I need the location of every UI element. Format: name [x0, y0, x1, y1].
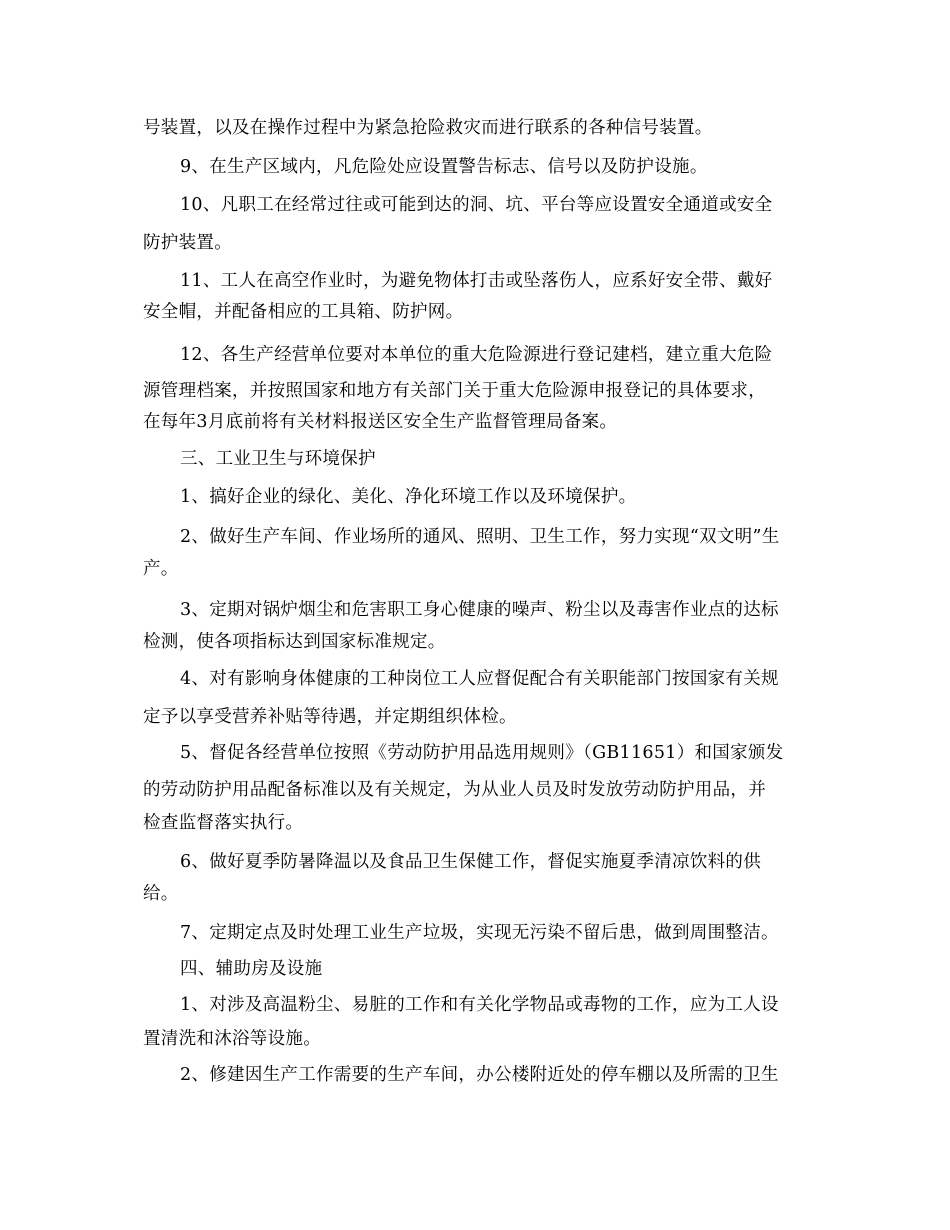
text-line: 给。 [143, 884, 179, 904]
text-line: 9、在生产区域内，凡危险处应设置警告标志、信号以及防护设施。 [180, 157, 708, 177]
text-line: 检测，使各项指标达到国家标准规定。 [143, 632, 446, 652]
text-line: 11、工人在高空作业时，为避免物体打击或坠落伤人，应系好安全带、戴好 [180, 271, 773, 291]
section-heading: 三、工业卫生与环境保护 [180, 449, 376, 469]
text-line: 1、搞好企业的绿化、美化、净化环境工作以及环境保护。 [180, 487, 637, 507]
text-line: 12、各生产经营单位要对本单位的重大危险源进行登记建档，建立重大危险 [180, 345, 773, 365]
text-line: 号装置，以及在操作过程中为紧急抢险救灾而进行联系的各种信号装置。 [143, 118, 713, 138]
text-line: 7、定期定点及时处理工业生产垃圾，实现无污染不留后患，做到周围整洁。 [180, 923, 779, 943]
text-line: 3、定期对锅炉烟尘和危害职工身心健康的噪声、粉尘以及毒害作业点的达标 [180, 600, 779, 620]
text-line: 防护装置。 [143, 233, 232, 253]
text-line: 定予以享受营养补贴等待遇，并定期组织体检。 [143, 707, 517, 727]
text-line: 5、督促各经营单位按照《劳动防护用品选用规则》（GB11651）和国家颁发 [180, 743, 784, 763]
text-line: 的劳动防护用品配备标准以及有关规定，为从业人员及时发放劳动防护用品，并 [143, 780, 766, 800]
section-heading: 四、辅助房及设施 [180, 959, 323, 979]
text-line: 2、修建因生产工作需要的生产车间，办公楼附近处的停车棚以及所需的卫生 [180, 1065, 779, 1085]
text-line: 1、对涉及高温粉尘、易脏的工作和有关化学物品或毒物的工作，应为工人设 [180, 995, 779, 1015]
text-line: 安全帽，并配备相应的工具箱、防护网。 [143, 302, 464, 322]
text-line: 10、凡职工在经常过往或可能到达的洞、坑、平台等应设置安全通道或安全 [180, 195, 773, 215]
text-line: 置清洗和沐浴等设施。 [143, 1029, 321, 1049]
text-line: 2、做好生产车间、作业场所的通风、照明、卫生工作，努力实现“双文明”生 [180, 527, 780, 547]
text-line: 4、对有影响身体健康的工种岗位工人应督促配合有关职能部门按国家有关规 [180, 669, 779, 689]
text-line: 在每年3月底前将有关材料报送区安全生产监督管理局备案。 [143, 412, 618, 432]
text-line: 6、做好夏季防暑降温以及食品卫生保健工作，督促实施夏季清凉饮料的供 [180, 852, 762, 872]
text-line: 产。 [143, 559, 179, 579]
text-line: 检查监督落实执行。 [143, 813, 304, 833]
text-line: 源管理档案，并按照国家和地方有关部门关于重大危险源申报登记的具体要求， [143, 381, 766, 401]
